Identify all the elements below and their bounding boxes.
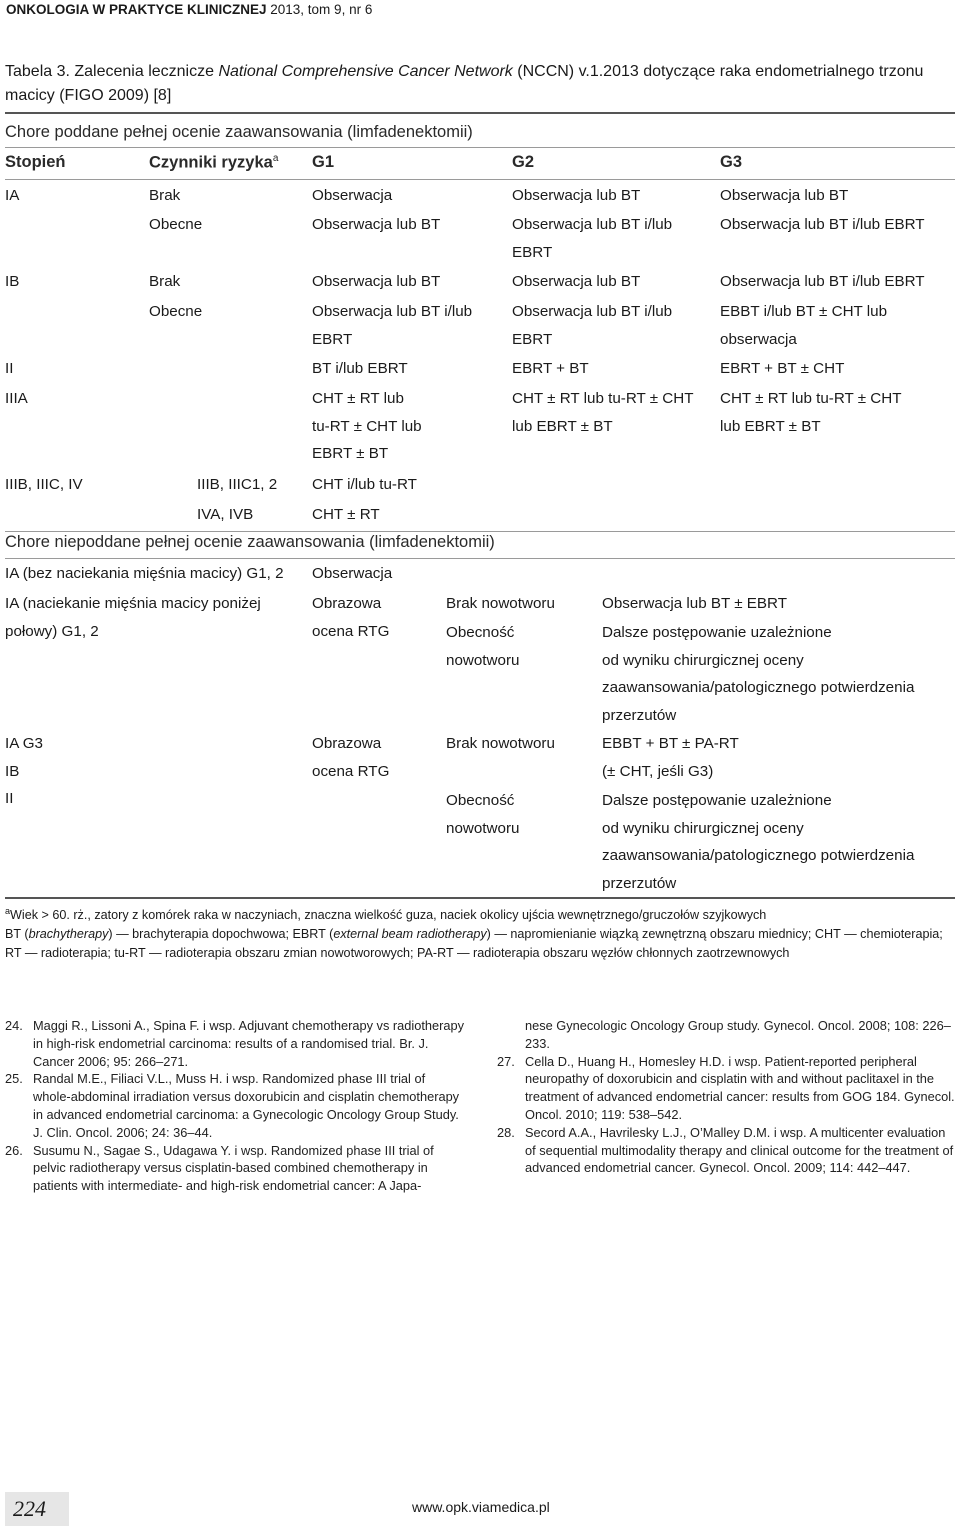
cell-g3: EBBT i/lub BT ± CHT lub [720,303,888,320]
cell-imaging: ocena RTG [312,762,390,780]
cell-imaging: Obrazowa [312,735,382,752]
footnote-rest: ) — napromienianie wiązką zewnętrzną obszaru miednicy; CHT — chemioterapia; RT — radioterapia; tu-RT — radioterapia obszaru zmian nowotworowych; PA-RT — radioterapia obszaru węzłów chłonnych zaotrzewnowych [5,927,943,961]
col-header-risk-label: Czynniki ryzyka [149,153,273,172]
cell-management: Dalsze postępowanie uzależnione [602,624,832,641]
cell-imaging: Obrazowa [312,595,382,612]
reference-item [497,1053,957,1124]
reference-number: 25. [5,1071,23,1087]
cell-g2: Obserwacja lub BT i/lub [512,303,673,320]
footnote-bt: BT ( [5,927,29,942]
cell-management: Dalsze postępowanie uzależnione [602,792,832,809]
cell-g3: Obserwacja lub BT [720,187,849,204]
cell-g1: BT i/lub EBRT [312,360,408,377]
reference-text: Susumu N., Sagae S., Udagawa Y. i wsp. Randomized phase III trial of pelvic radiotherapy versus cisplatin-based combined chemotherapy in patients with intermediate- and high-risk endometrial cancer: A Japa- [33,1142,434,1194]
cell-g2: EBRT [512,330,553,348]
reference-text: Secord A.A., Havrilesky L.J., O’Malley D.M. i wsp. A multicenter evaluation of sequential multimodality therapy and clinical outcome for the treatment of advanced endometrial cancer. Gynecol. Oncol. 2009; 114: 442–447. [525,1124,954,1176]
header-rule [5,179,955,180]
cell-g1: tu-RT ± CHT lub [312,417,422,435]
cell-management: zaawansowania/patologicznego potwierdzenia [602,847,915,864]
reference-item [5,1017,465,1070]
cell-management: zaawansowania/patologicznego potwierdzenia [602,679,915,696]
row-risk: Brak [149,273,181,290]
references-left [5,1017,465,1195]
cell-management: EBBT + BT ± PA-RT [602,735,739,752]
cell-finding: Obecność [446,792,515,809]
journal-title: ONKOLOGIA W PRAKTYCE KLINICZNEJ [6,2,267,17]
reference-item [5,1070,465,1141]
cell-stage: IB [5,762,20,780]
row-risk: Brak [149,187,181,204]
table-footnote [5,902,955,963]
row-risk: Obecne [149,216,203,233]
col-header-g1: G1 [312,153,335,171]
footnote-line1: Wiek > 60. rż., zatory z komórek raka w naczyniach, znaczna wielkość guza, naciek okolicy ujścia wewnętrznego/gruczołów szyjkowych [10,908,767,923]
cell-stage: II [5,790,14,807]
cell-management: przerzutów [602,706,677,724]
caption-suffix: (NCCN) v.1.2013 dotyczące raka endometrialnego trzonu macicy (FIGO 2009) [8] [5,63,924,104]
cell-g1: Obserwacja lub BT [312,273,441,290]
page-number-box [5,1492,69,1526]
cell-management: od wyniku chirurgicznej oceny [602,651,804,669]
page-number: 224 [13,1496,46,1521]
reference-text: Randal M.E., Filiaci V.L., Muss H. i wsp. Randomized phase III trial of whole-abdominal irradiation versus doxorubicin and cisplatin chemotherapy in advanced endometrial carcinoma: a Gynecologic Oncology Group Study. J. Clin. Oncol. 2006; 24: 36–44. [33,1071,460,1140]
cell-g1: EBRT [312,330,353,348]
section2-top-rule [5,531,955,532]
cell-g1: Obserwacja lub BT i/lub [312,303,473,320]
row-stage: IB [5,273,20,290]
section1-rule [5,147,955,148]
cell-g3: obserwacja [720,330,797,348]
cell-imaging: Obserwacja [312,565,393,582]
cell-stage: IA (bez naciekania mięśnia macicy) G1, 2 [5,565,284,582]
cell-finding: Obecność [446,624,515,641]
table-caption [5,60,955,108]
reference-item [497,1017,957,1053]
journal-header [6,2,372,17]
footnote-bt-rest: ) — brachyterapia dopochwowa; EBRT ( [108,927,334,942]
cell-g2: lub EBRT ± BT [512,417,613,435]
footnote-ebrt-italic: external beam radiotherapy [333,927,487,942]
row-stage: II [5,360,14,377]
col-header-g2: G2 [512,153,535,171]
reference-text: Cella D., Huang H., Homesley H.D. i wsp. Patient-reported peripheral neuropathy of doxorubicin and cisplatin with and without paclitaxel in the treatment of advanced endometrial cancer: results from GOG 184. Gynecol. Oncol. 2010; 119: 538–542. [525,1053,955,1122]
cell-management: od wyniku chirurgicznej oceny [602,819,804,837]
footnote-sup: a [5,906,11,916]
cell-g3: Obserwacja lub BT i/lub EBRT [720,216,925,233]
caption-prefix: Tabela 3. Zalecenia lecznicze [5,63,219,80]
cell-stage: połowy) G1, 2 [5,622,99,640]
reference-item [5,1142,465,1195]
cell-g3: Obserwacja lub BT i/lub EBRT [720,273,925,290]
section2-rule [5,558,955,559]
section2-title: Chore niepoddane pełnej ocenie zaawansowania (limfadenektomii) [5,533,495,551]
row-stage: IA [5,187,20,204]
cell-g2: Obserwacja lub BT i/lub [512,216,673,233]
cell-g2: Obserwacja lub BT [512,273,641,290]
cell-finding: nowotworu [446,651,520,669]
cell-finding: nowotworu [446,819,520,837]
reference-number: 28. [497,1124,515,1140]
table-top-rule [5,112,955,114]
reference-item [497,1124,957,1177]
cell-g1: Obserwacja lub BT [312,216,441,233]
footnote-bt-italic: brachytherapy [28,927,109,942]
cell-imaging: ocena RTG [312,622,390,640]
col-header-g3: G3 [720,153,743,171]
reference-text: Maggi R., Lissoni A., Spina F. i wsp. Adjuvant chemotherapy vs radiotherapy in high-risk endometrial carcinoma: results of a randomised trial. Br. J. Cancer 2006; 95: 266–271. [33,1018,465,1069]
col-header-risk [149,153,278,173]
cell-finding: Brak nowotworu [446,595,555,612]
row-risk: IVA, IVB [197,506,254,523]
cell-g3: EBRT + BT ± CHT [720,360,845,377]
col-header-stage: Stopień [5,153,66,171]
row-stage: IIIA [5,390,28,407]
journal-issue: 2013, tom 9, nr 6 [266,2,373,17]
table-bottom-rule [5,897,955,899]
cell-g1: CHT i/lub tu-RT [312,476,417,493]
cell-stage: IA G3 [5,735,43,752]
cell-g2: EBRT [512,243,553,261]
reference-number: 26. [5,1142,23,1158]
cell-finding: Brak nowotworu [446,735,555,752]
cell-g2: CHT ± RT lub tu-RT ± CHT [512,390,694,407]
cell-g1: Obserwacja [312,187,393,204]
cell-management: przerzutów [602,874,677,892]
section1-title: Chore poddane pełnej ocenie zaawansowania (limfadenektomii) [5,123,473,141]
caption-italic: National Comprehensive Cancer Network [218,63,513,80]
cell-management: Obserwacja lub BT ± EBRT [602,595,788,612]
col-header-risk-sup: a [272,153,279,164]
reference-text: nese Gynecologic Oncology Group study. Gynecol. Oncol. 2008; 108: 226–233. [525,1018,951,1051]
footer-url: www.opk.viamedica.pl [412,1499,550,1515]
reference-number: 27. [497,1053,515,1069]
row-stage: IIIB, IIIC, IV [5,476,83,493]
cell-management: (± CHT, jeśli G3) [602,762,714,780]
row-risk: Obecne [149,303,203,320]
cell-g2: Obserwacja lub BT [512,187,641,204]
cell-g2: EBRT + BT [512,360,589,377]
references-right [497,1017,957,1177]
cell-g3: lub EBRT ± BT [720,417,821,435]
cell-g1: CHT ± RT lub [312,390,404,407]
cell-g1: EBRT ± BT [312,445,389,462]
row-risk: IIIB, IIIC1, 2 [197,476,278,493]
reference-number: 24. [5,1018,23,1033]
cell-stage: IA (naciekanie mięśnia macicy poniżej [5,595,261,612]
cell-g3: CHT ± RT lub tu-RT ± CHT [720,390,902,407]
cell-g1: CHT ± RT [312,506,380,523]
